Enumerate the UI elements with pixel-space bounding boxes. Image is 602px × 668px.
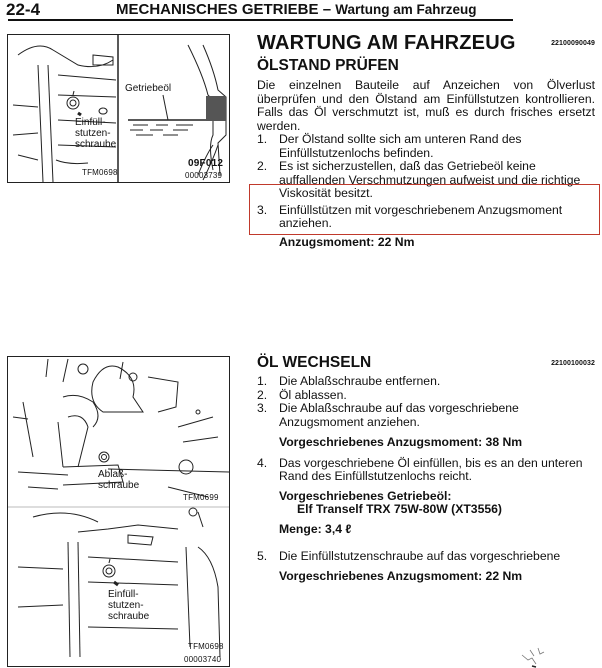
chapter-subtitle: Wartung am Fahrzeug [335,2,477,17]
figure-code-bold: 09F012 [188,158,224,169]
scan-artifact [520,640,560,668]
section-oil-change [257,354,595,583]
step-item: 2. Öl ablassen. [257,387,347,402]
figure-code-left: TFM0698 [82,168,118,177]
step-item: 1. Der Ölstand sollte sich am unteren Rand des Einfüllstutzenlochs befinden. [257,132,522,160]
label-drain-plug: Ablaß- schraube [98,469,140,491]
figure-id: 00003740 [184,655,222,664]
torque-spec-drain: Vorgeschriebenes Anzugsmoment: 38 Nm [279,435,523,449]
section-ref: 22100090049 [551,40,595,47]
intro-paragraph: Die einzelnen Bauteile auf Anzeichen von Ölverlust überprüfen und den Ölstand am Einfüllstutzen kontrollieren. Falls das Öl verschmutzt ist, muß es durch frisches ersetzt werden. [257,78,595,133]
label-gear-oil: Getriebeöl [125,83,172,94]
step-item: 2. Es ist sicherzustellen, daß das Getriebeöl keine auffallenden Verschmutzungen aufweist und die richtige Viskosität besitzt. [257,159,581,200]
figure-code-bottom: TFM0698 [188,642,224,651]
header-title [116,1,476,18]
step-item: 5. Die Einfüllstutzenschraube auf das vorgeschriebene [257,549,561,563]
torque-spec: Anzugsmoment: 22 Nm [279,234,415,249]
page-header [0,0,602,22]
torque-spec-fill: Vorgeschriebenes Anzugsmoment: 22 Nm [279,568,523,583]
step-item: 3. Die Ablaßschraube auf das vorgeschriebene Anzugsmoment anziehen. [257,401,519,429]
subsection-title: ÖLSTAND PRÜFEN [257,57,399,74]
step-item: 4. Das vorgeschriebene Öl einfüllen, bis es an den unteren Rand des Einfüllstutzenlochs reicht. [257,455,583,483]
section-title: ÖL WECHSELN [257,354,372,371]
oil-spec-name: Elf Tranself TRX 75W-80W (XT3556) [297,502,502,516]
section-title: WARTUNG AM FAHRZEUG [257,32,516,54]
highlight-box [249,184,600,235]
chapter-title: MECHANISCHES GETRIEBE [116,1,319,18]
oil-quantity: Menge: 3,4 ℓ [279,521,352,536]
label-fill-plug: Einfüll- stutzen- schraube [108,589,150,622]
step-item: 3. Einfüllstützen mit vorgeschriebenem Anzugsmoment anziehen. [257,202,563,230]
figure-code-top: TFM0699 [183,493,219,502]
figure-oil-change [7,356,230,667]
label-fill-plug: Einfüll- stutzen- schraube [75,117,117,150]
header-rule [8,19,513,21]
oil-spec-label: Vorgeschriebenes Getriebeöl: [279,488,452,503]
section-ref: 22100100032 [551,360,595,367]
figure-id: 00003739 [185,171,223,180]
title-separator: – [322,1,332,18]
figure-oil-level [7,34,230,183]
page-number: 22-4 [6,0,41,19]
step-item: 1. Die Ablaßschraube entfernen. [257,374,441,388]
